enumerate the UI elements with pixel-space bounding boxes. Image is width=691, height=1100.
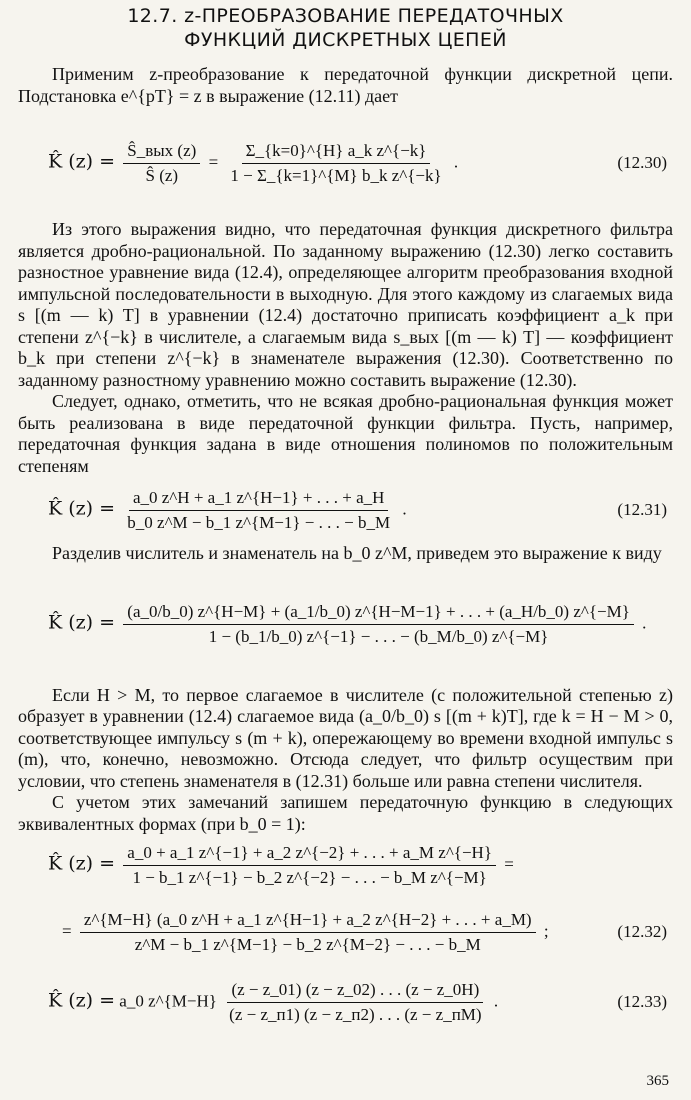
fraction-s-out-over-s [123, 141, 200, 186]
section-title-line-2: ФУНКЦИЙ ДИСКРЕТНЫХ ЦЕПЕЙ [184, 29, 507, 51]
fraction-denominator: 1 − b_1 z^{−1} − b_2 z^{−2} − . . . − b_M z^{−M} [132, 867, 487, 887]
fraction-denominator: z^M − b_1 z^{M−1} − b_2 z^{M−2} − . . . − b_M [134, 934, 481, 954]
fraction-denominator: 1 − (b_1/b_0) z^{−1} − . . . − (b_M/b_0) z^{−M} [208, 627, 549, 646]
fraction-negative-powers [123, 843, 496, 888]
equation-12-30 [18, 107, 673, 219]
paragraph-condition: Если H > M, то первое слагаемое в числителе (с положительной степенью z) образует в уравнении (12.4) слагаемое вида (a_0/b_0) s [(m + k)T], где k = H − M > 0, соответствующее импульсу s (m + k), опережающему во времени входной импульс s (m), что, конечно, невозможно. Отсюда следует, что фильтр осуществим при условии, что степень знаменателя в (12.31) больше или равна степени числителя. [18, 684, 673, 791]
paragraph-realizability: Следует, однако, отметить, что не всякая дробно-рациональная функция может быть реализована в виде передаточной функции фильтра. Пусть, например, передаточная функция задана в виде отношения полиномов по положительным степеням [18, 391, 673, 476]
k-lhs: K̂ (z) = [48, 611, 116, 634]
fraction-polynomials [123, 488, 394, 533]
equation-number: (12.30) [617, 153, 667, 172]
fraction-numerator: (a_0/b_0) z^{H−M} + (a_1/b_0) z^{H−M−1} + . . . + (a_H/b_0) z^{−M} [123, 602, 634, 625]
fraction-denominator: (z − z_п1) (z − z_п2) . . . (z − z_пM) [229, 1004, 482, 1024]
equation-12-33 [18, 969, 673, 1035]
equation-12-32 [18, 895, 673, 969]
equation-12-31-body: K̂ (z) = $\frac{a\_0 z\^{}H + a\_1 z\^{}\{H-1\} + . . . + a\_H}{b\_0 z\^{}M - b\_1 z\^{}\{M-1\} - . . . - b\_M}$ . [48, 487, 407, 532]
equation-12-30-body: K̂ (z) = $\frac{\text{Ŝ\_вых (z)}}{Ŝ (z)}$ = $\frac{\text{Σ\_\{k=0\}\textasciicircum{}\{H\} a\_k z\textasciicircum{}\{−k\}}}{\text{1 − Σ\_\{k=1\}\textasciicircum{}\{M\} b\_k z\textasciicircum{}\{−k\}}}$ . [48, 140, 459, 185]
equation-number: (12.31) [617, 500, 667, 519]
fraction-numerator: a_0 z^H + a_1 z^{H−1} + . . . + a_H [129, 488, 388, 511]
fraction-zeros-poles [225, 980, 485, 1025]
fraction-numerator: z^{M−H} (a_0 z^H + a_1 z^{H−1} + a_2 z^{H−2} + . . . + a_M) [80, 910, 536, 933]
section-title-line-1: 12.7. z-ПРЕОБРАЗОВАНИЕ ПЕРЕДАТОЧНЫХ [127, 5, 564, 27]
equation-12-32-first-body: K̂ (z) = $\frac{\text{a\_0 + a\_1 z\textasciicircum{}\{−1\} + a\_2 z\textasciicircum{}\{−2\} + . . . + a\_M z\textasciicircum{}\{−H\}}}{\text{1 − b\_1 z\textasciicircum{}\{−1\} − b\_2 z\textasciicircum{}\{−2\} − . . . − b\_M z\textasciicircum{}\{−M\}}}$ = [48, 842, 514, 887]
fraction-denominator: Ŝ (z) [145, 165, 179, 185]
fraction-sum [226, 141, 445, 186]
equation-number: (12.32) [617, 922, 667, 941]
equation-divided [18, 565, 673, 685]
fraction-numerator: Σ_{k=0}^{H} a_k z^{−k} [242, 141, 431, 164]
k-lhs: K̂ (z) = [48, 851, 116, 874]
k-lhs: K̂ (z) = [48, 149, 116, 172]
fraction-normalized [123, 602, 634, 647]
paragraph-intro: Применим z-преобразование к передаточной функции дискретной цепи. Подстановка e^{pT} = z в выражение (12.11) дает [18, 64, 673, 106]
fraction-denominator: b_0 z^M − b_1 z^{M−1} − . . . − b_M [127, 512, 391, 532]
equation-12-33-body: K̂ (z) = a_0 z^{M−H} $\frac{(z - z\_01) (z - z\_02) . . . (z - z\_0H)}{(z - z\_п1) (z - z\_п2) . . . (z - z\_пM)}$ . [48, 979, 499, 1024]
paragraph-rational-function: Из этого выражения видно, что передаточная функция дискретного фильтра является дробно-рациональной. По заданному выражению (12.30) легко составить разностное уравнение вида (12.4), определяющее алгоритм преобразования входной импульсной последовательности в выходную. Для этого каждому из слагаемых вида s [(m — k) T] в уравнении (12.4) достаточно приписать коэффициент a_k при степени z^{−k} в числителе, а слагаемым вида s_вых [(m — k) T] — коэффициент b_k при степени z^{−k} в знаменателе выражения (12.30). Соответственно по заданному разностному уравнению можно составить выражение (12.30). [18, 219, 673, 390]
equation-number: (12.33) [617, 992, 667, 1011]
section-heading [18, 4, 673, 52]
fraction-numerator: a_0 + a_1 z^{−1} + a_2 z^{−2} + . . . + a_M z^{−H} [123, 843, 496, 866]
page-number: 365 [646, 1073, 669, 1089]
equation-12-31 [18, 477, 673, 543]
paragraph-divide: Разделив числитель и знаменатель на b_0 z^M, приведем это выражение к виду [52, 543, 662, 563]
equation-12-32-body: = $\frac{z\^{}\{M-H\} (a\_0 z\^{}H + a\_1 z\^{}\{H-1\} + a\_2 z\^{}\{H-2\} + . . . + a\_M)}{z\^{}M - b\_1 z\^{}\{M-1\} - b\_2 z\^{}\{M-2\} - . . . - b\_M}$ ; [62, 909, 549, 954]
k-lhs: K̂ (z) = [48, 496, 116, 519]
equation-12-32-first [18, 835, 673, 895]
fraction-numerator: Ŝ_вых (z) [123, 141, 200, 164]
paragraph-equivalent-forms: С учетом этих замечаний запишем передаточную функцию в следующих эквивалентных формах (при b_0 = 1): [18, 792, 673, 834]
fraction-numerator: (z − z_01) (z − z_02) . . . (z − z_0H) [227, 980, 483, 1003]
fraction-denominator: 1 − Σ_{k=1}^{M} b_k z^{−k} [230, 165, 442, 185]
prefix-factor: a_0 z^{M−H} [119, 990, 217, 1010]
equation-divided-body: K̂ (z) = (a_0/b_0) z^{H−M} + (a_1/b_0) z^{H−M−1} + . . . + (a_H/b_0) z^{−M} 1 − (b_1/b_0) z^{−1} − . . . − (b_M/b_0) z^{−M} . [48, 602, 647, 646]
k-lhs: K̂ (z) = [48, 988, 116, 1011]
fraction-positive-powers [80, 910, 536, 955]
